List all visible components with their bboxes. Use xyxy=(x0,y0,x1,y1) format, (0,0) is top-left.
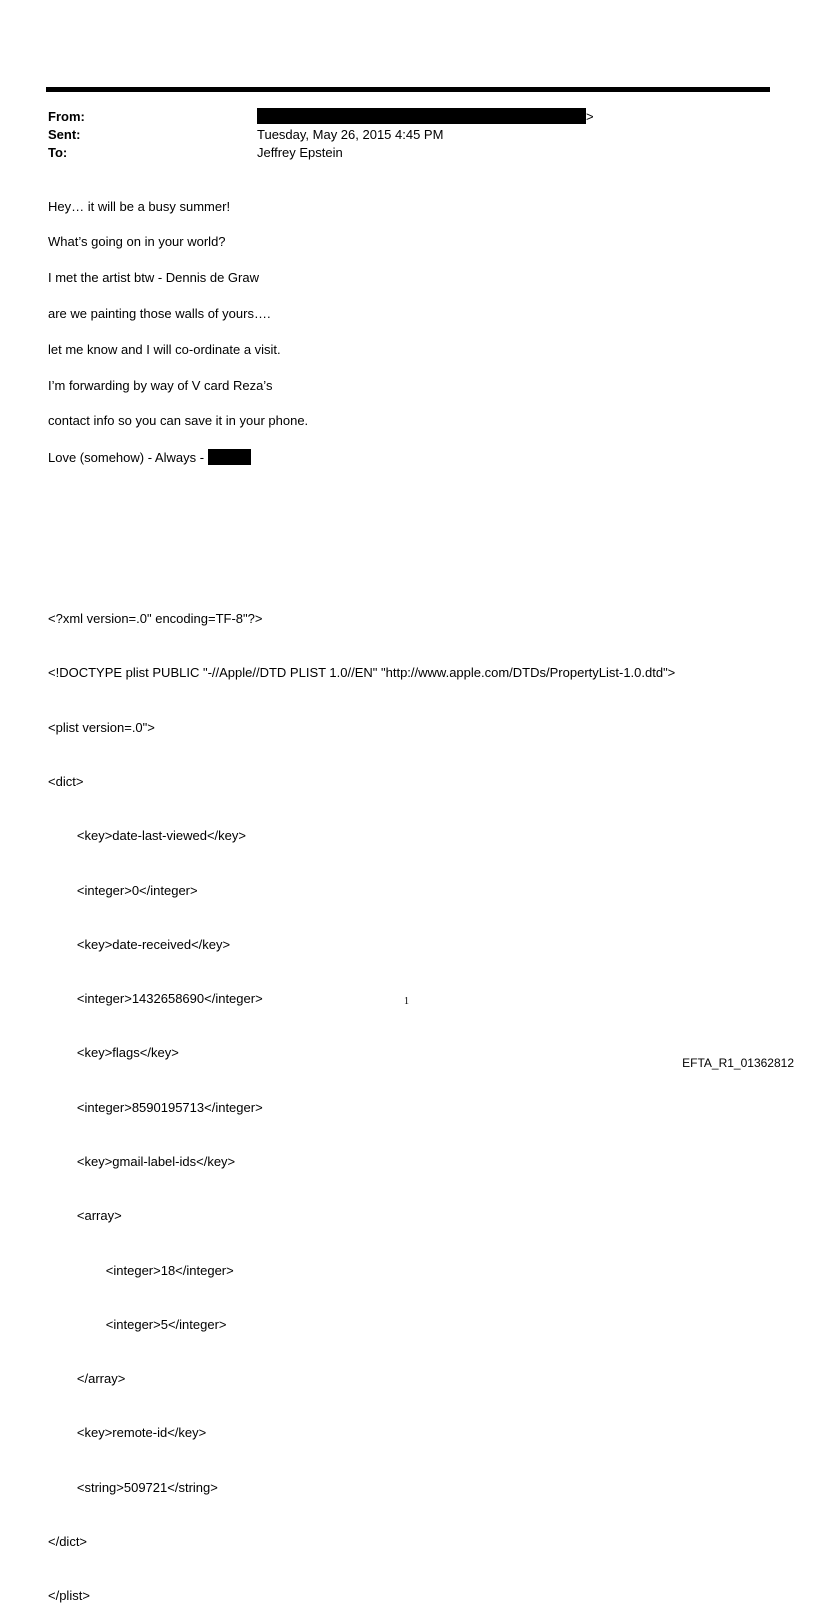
body-line: Hey… it will be a busy summer! xyxy=(48,199,231,214)
signature-line xyxy=(48,449,251,466)
bates-number: EFTA_R1_01362812 xyxy=(682,1056,794,1070)
xml-line: <plist version=.0"> xyxy=(48,719,155,735)
xml-line: <key>gmail-label-ids</key> xyxy=(48,1154,236,1169)
xml-line: <string>509721</string> xyxy=(48,1479,218,1495)
xml-line: </array> xyxy=(48,1371,126,1387)
plist-xml-block xyxy=(48,574,675,1623)
signature-text: Love (somehow) - Always - xyxy=(48,450,205,465)
signature-redaction xyxy=(208,449,251,465)
xml-line: <array> xyxy=(48,1208,122,1224)
from-redaction xyxy=(257,108,586,124)
body-line: are we painting those walls of yours…. xyxy=(48,306,271,321)
to-label: To: xyxy=(48,145,68,160)
body-line: contact info so you can save it in your phone. xyxy=(48,413,309,428)
xml-line: </dict> xyxy=(48,1533,88,1549)
page-number: 1 xyxy=(404,996,409,1007)
xml-line: <?xml version=.0" encoding=TF-8"?> xyxy=(48,611,263,627)
from-suffix: > xyxy=(586,109,594,124)
body-line: I met the artist btw - Dennis de Graw xyxy=(48,270,259,285)
xml-line: </plist> xyxy=(48,1588,90,1604)
sent-label: Sent: xyxy=(48,127,81,142)
xml-line: <!DOCTYPE plist PUBLIC "-//Apple//DTD PLIST 1.0//EN" "http://www.apple.com/DTDs/PropertyList-1.0.dtd"> xyxy=(48,665,676,681)
xml-line: <integer>5</integer> xyxy=(48,1316,227,1332)
body-line: let me know and I will co-ordinate a visit. xyxy=(48,342,281,357)
xml-line: <key>remote-id</key> xyxy=(48,1425,207,1441)
to-value: Jeffrey Epstein xyxy=(257,145,343,160)
sent-value: Tuesday, May 26, 2015 4:45 PM xyxy=(257,127,444,142)
xml-line: <key>date-received</key> xyxy=(48,936,231,952)
from-label: From: xyxy=(48,109,85,124)
xml-line: <integer>18</integer> xyxy=(48,1262,234,1278)
xml-line: <integer>1432658690</integer> xyxy=(48,991,263,1007)
xml-line: <key>flags</key> xyxy=(48,1045,179,1061)
xml-line: <key>date-last-viewed</key> xyxy=(48,828,246,844)
xml-line: <integer>8590195713</integer> xyxy=(48,1099,263,1115)
xml-line: <integer>0</integer> xyxy=(48,882,198,898)
xml-line: <dict> xyxy=(48,774,84,790)
body-line: What’s going on in your world? xyxy=(48,234,226,249)
body-line: I’m forwarding by way of V card Reza’s xyxy=(48,378,273,393)
header-rule xyxy=(46,87,770,92)
